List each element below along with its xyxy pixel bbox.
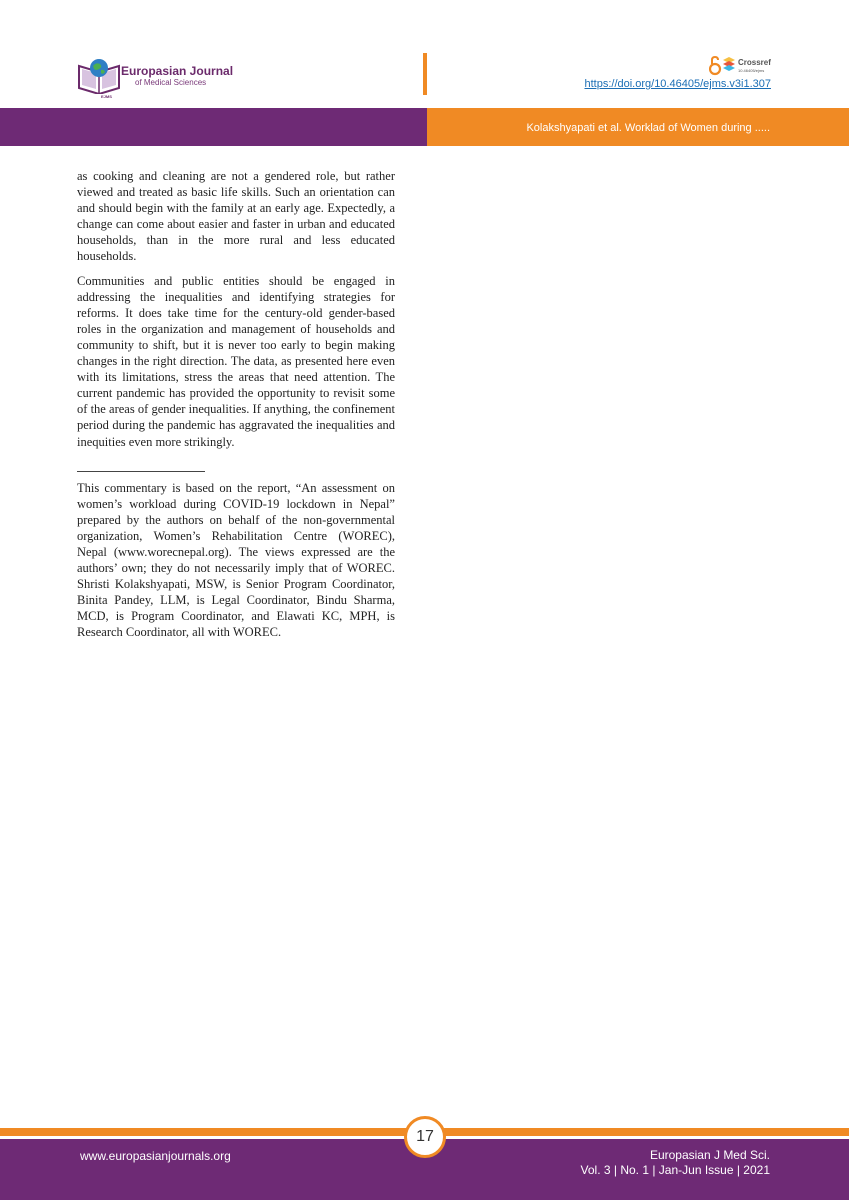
header-band-purple <box>0 108 427 146</box>
footnote: This commentary is based on the report, “An assessment on women’s workload during COVID-19 lockdown in Nepal” prepared by the authors on behalf of the non-governmental organization, Women’s Rehabilitation Centre (WOREC), Nepal (www.worecnepal.org). The views expressed are the authors’ own; they do not necessarily imply that of WOREC. Shristi Kolakshyapati, MSW, is Senior Program Coordinator, Binita Pandey, LLM, is Legal Coordinator, Bindu Sharma, MCD, is Program Coordinator, and Elawati KC, MPH, is Research Coordinator, all with WOREC. <box>77 480 395 640</box>
crossref-label: Crossref <box>738 58 771 67</box>
crossref-badge <box>709 56 779 78</box>
footnote-divider <box>77 471 205 472</box>
open-access-crossref-icon <box>709 56 735 76</box>
journal-subtitle: of Medical Sciences <box>135 78 207 87</box>
journal-name: Europasian Journal <box>121 64 234 78</box>
footer-citation <box>581 1148 770 1178</box>
doi-link[interactable]: https://doi.org/10.46405/ejms.v3i1.307 <box>584 78 771 90</box>
body-paragraph: as cooking and cleaning are not a gendered role, but rather viewed and treated as basic life skills. Such an orientation can and should begin with the family at an early age. Expectedly, a change can come about easier and faster in urban and educated households, than in the more rural and less educated households. <box>77 169 395 264</box>
logo-badge: EJMS <box>101 94 112 99</box>
running-title: Kolakshyapati et al. Worklad of Women during ..... <box>427 108 849 146</box>
footer-website: www.europasianjournals.org <box>80 1149 231 1163</box>
body-paragraph: Communities and public entities should be engaged in addressing the inequalities and identifying strategies for reforms. It does take time for the century-old gender-based roles in the organization and management of households and community to shift, but it is never too early to begin making changes in the right direction. The data, as presented here even with its limitations, stress the areas that need attention. The current pandemic has provided the opportunity to revisit some of the areas of gender inequalities. If anything, the confinement period during the pandemic has aggravated the inequalities and inequities even more strikingly. <box>77 273 395 449</box>
header-divider <box>423 53 427 95</box>
journal-logo <box>77 56 257 102</box>
page-number: 17 <box>404 1116 446 1158</box>
article-column <box>77 168 395 649</box>
crossref-doi: 10.46405/ejms <box>738 68 765 73</box>
book-globe-icon <box>77 56 121 94</box>
issue-info: Vol. 3 | No. 1 | Jan-Jun Issue | 2021 <box>580 1163 770 1177</box>
journal-abbrev: Europasian J Med Sci. <box>649 1148 770 1162</box>
